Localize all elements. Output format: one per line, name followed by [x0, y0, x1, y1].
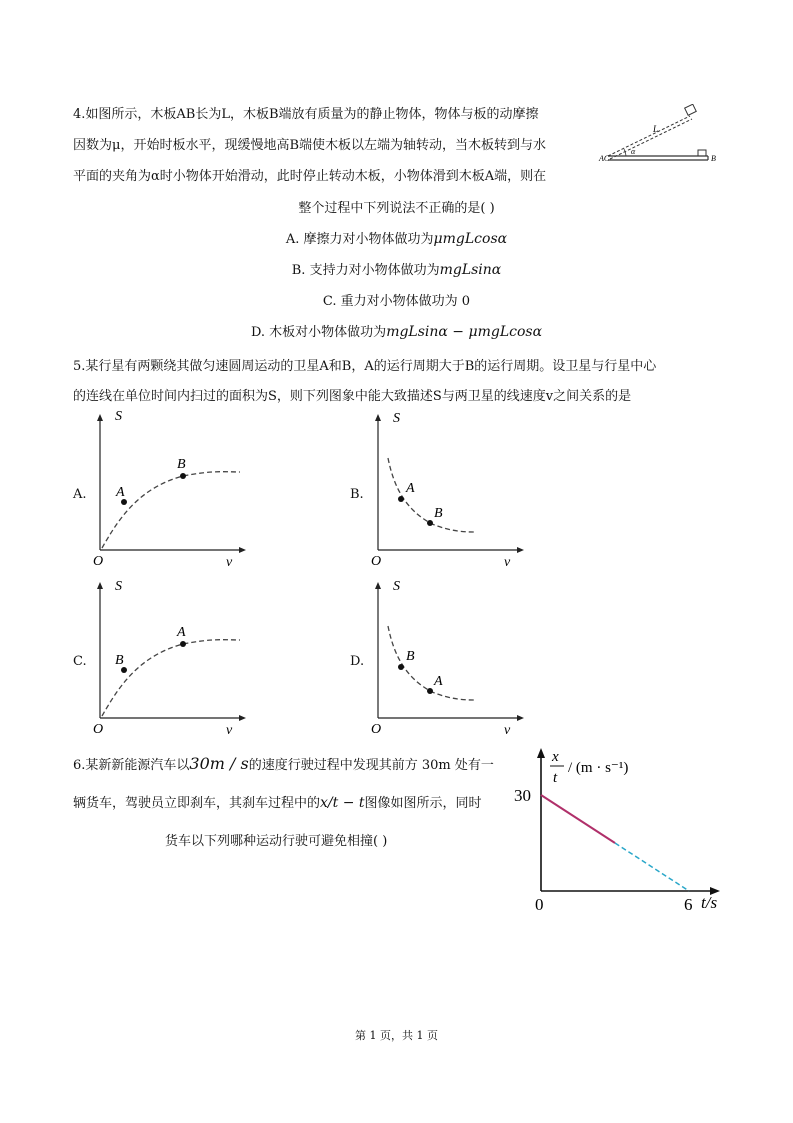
q5-option-a-label: A. — [73, 487, 87, 502]
y-label: S — [393, 411, 400, 426]
ylabel-unit: / (m · s⁻¹) — [568, 760, 629, 776]
ylabel-den: t — [553, 770, 558, 786]
q6-chart — [508, 740, 730, 920]
origin-label: O — [371, 554, 382, 569]
q4-option-b: B. 支持力对小物体做功为mgLsinα — [291, 262, 502, 278]
q6-line-2: 辆货车，驾驶员立即刹车，其刹车过程中的x/t − t图像如图所示，同时 — [73, 795, 482, 811]
label-alpha: α — [631, 147, 636, 156]
origin-label: O — [93, 554, 104, 569]
point-a-label: A — [116, 485, 125, 500]
origin-label: O — [371, 722, 382, 737]
x-label: v — [504, 555, 511, 570]
q4-line-1: 4.如图所示，木板AB长为L，木板B端放有质量为的静止物体，物体与板的动摩擦 — [73, 107, 539, 122]
point-b-label: B — [177, 457, 186, 472]
series-line-solid — [541, 795, 615, 843]
series-line-dashed — [615, 843, 689, 891]
label-B: B — [711, 154, 716, 163]
x-label: v — [226, 555, 233, 570]
curve — [102, 472, 240, 548]
point-a-label: A — [177, 625, 186, 640]
q5-graph-d — [366, 578, 526, 738]
point-b — [427, 520, 433, 526]
q4-stem-end: 整个过程中下列说法不正确的是( ) — [298, 201, 495, 216]
origin-0: 0 — [535, 895, 544, 914]
point-a — [398, 496, 404, 502]
q4-line-2: 因数为μ，开始时板水平，现缓慢地高B端使木板以左端为轴转动，当木板转到与水 — [73, 138, 547, 153]
q4-option-c: C. 重力对小物体做功为 0 — [322, 294, 471, 309]
point-a-label: A — [434, 674, 443, 689]
q5-graph-a — [88, 410, 248, 570]
board-tilted — [608, 116, 690, 156]
q5-line-1: 5.某行星有两颗绕其做匀速圆周运动的卫星A和B，A的运行周期大于B的运行周期。设卫星与行星中心 — [73, 359, 657, 374]
q6-line-3: 货车以下列哪种运动行驶可避免相撞( ) — [165, 834, 388, 849]
y-label: S — [115, 410, 122, 424]
q5-option-d-label: D. — [350, 654, 365, 669]
point-b — [398, 664, 404, 670]
point-b — [180, 473, 186, 479]
y-label: S — [393, 579, 400, 594]
label-L: L — [653, 124, 659, 134]
point-a-label: A — [406, 481, 415, 496]
xtick-6: 6 — [684, 895, 693, 914]
ylabel-num: x — [552, 749, 559, 765]
q5-option-c-label: C. — [73, 654, 87, 669]
y-label: S — [115, 579, 122, 594]
q4-figure — [598, 104, 718, 168]
x-label: v — [504, 723, 511, 738]
q5-graph-c — [88, 578, 248, 738]
label-A: AC — [599, 154, 610, 163]
point-b-label: B — [115, 653, 124, 668]
x-label: v — [226, 723, 233, 738]
q5-graph-b — [366, 410, 526, 570]
point-b-label: B — [434, 506, 443, 521]
point-a — [427, 688, 433, 694]
q4-line-3: 平面的夹角为α时小物体开始滑动，此时停止转动木板，小物体滑到木板A端，则在 — [73, 169, 547, 184]
block-on-board — [698, 150, 706, 156]
q5-option-b-label: B. — [350, 487, 364, 502]
q6-line-1: 6.某新新能源汽车以30m / s的速度行驶过程中发现其前方 30m 处有一 — [73, 754, 494, 773]
ytick-30: 30 — [514, 786, 531, 805]
origin-label: O — [93, 722, 104, 737]
q4-option-d: D. 木板对小物体做功为mgLsinα − μmgLcosα — [250, 324, 543, 340]
q5-line-2: 的连线在单位时间内扫过的面积为S，则下列图象中能大致描述S与两卫星的线速度v之间关系的是 — [73, 389, 632, 404]
page-footer: 第 1 页，共 1 页 — [355, 1029, 438, 1042]
xlabel: t/s — [701, 893, 718, 912]
point-a — [180, 641, 186, 647]
q4-option-a: A. 摩擦力对小物体做功为μmgLcosα — [285, 231, 508, 247]
block-tilted — [685, 104, 697, 115]
point-b-label: B — [406, 649, 415, 664]
curve — [102, 640, 240, 716]
